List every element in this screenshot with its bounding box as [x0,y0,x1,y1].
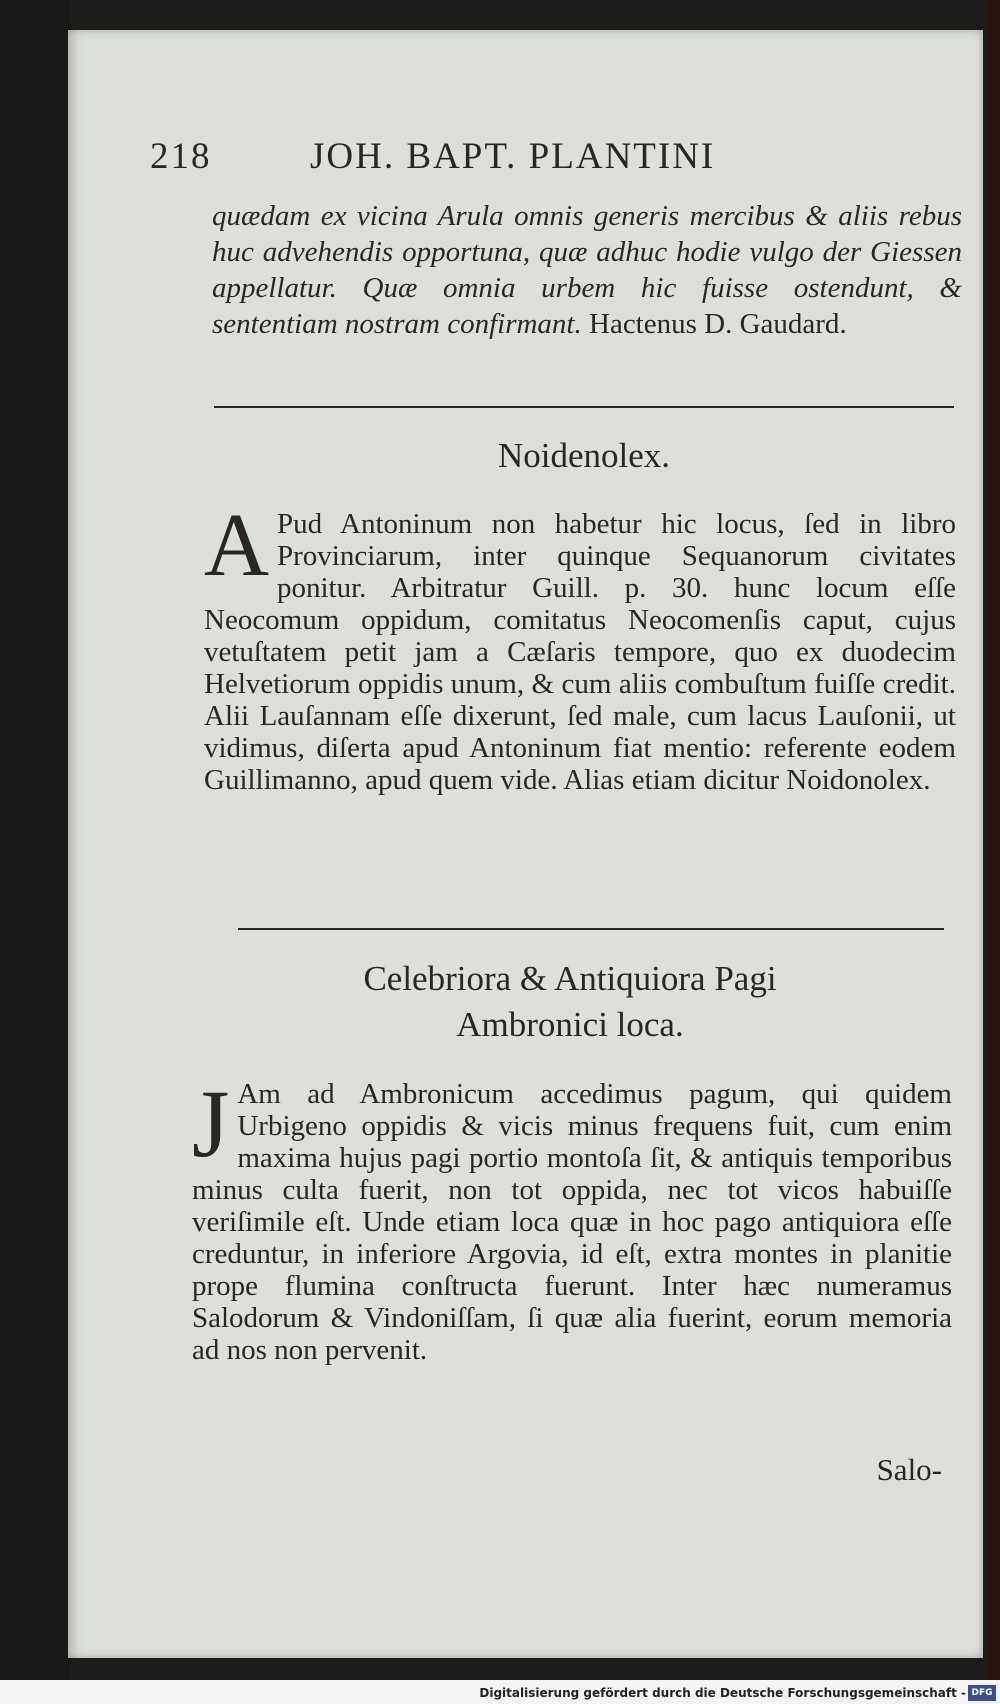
continued-roman-text: Hactenus D. Gaudard. [589,308,847,340]
catchword: Salo- [876,1452,942,1487]
continued-italic-text: quædam ex vicina Arula omnis generis mercibus & aliis rebus huc advehendis opportuna, quæ adhuc hodie vulgo der Giessen appellatur. Quæ omnia urbem hic fuisse ostendunt, & sententiam nostram confirmant. [212,200,962,340]
footer-strip [0,1680,1000,1704]
footer-credit: Digitalisierung gefördert durch die Deutsche Forschungsgemeinschaft - [479,1686,966,1700]
page-number: 218 [150,136,212,177]
section-body-noidenolex [204,496,956,796]
scan-background-left [0,0,70,1680]
section-body-ambronici [192,1070,952,1366]
section-text-noidenolex: Pud Antoninum non habetur hic locus, ſed in libro Provinciarum, inter quinque Sequanorum civitates ponitur. Arbitratur Guill. p. 30. hunc locum eſſe Neocomum oppidum, comitatus Neocomenſis caput, cujus vetuſtatem petit jam a Cæſaris tempore, quo ex duodecim Helvetiorum oppidis unum, & cum aliis combuſtum fuiſſe credit. Alii Lauſannam eſſe dixerunt, ſed male, cum lacus Lauſonii, ut vidimus, diſerta apud Antoninum fiat mentio: referente eodem Guillimanno, apud quem vide. Alias etiam dicitur Noidonolex. [204,508,956,796]
continued-paragraph [212,198,962,342]
section-title-line-1: Celebriora & Antiquiora Pagi [363,959,777,998]
section-title-noidenolex: Noidenolex. [497,436,671,475]
running-title: JOH. BAPT. PLANTINI [310,136,716,177]
dfg-logo-icon: DFG [968,1685,996,1701]
section-divider-2 [238,928,944,930]
section-title-line-2: Ambronici loca. [456,1005,684,1044]
dropcap-a: A [204,496,269,595]
section-divider-1 [214,406,954,408]
section-text-ambronici: Am ad Ambronicum accedimus pagum, qui quidem Urbigeno oppidis & vicis minus frequens fuit, cum enim maxima hujus pagi portio montoſa ſit, & antiquis temporibus minus culta fuerit, non tot oppida, nec tot vicos habuiſſe veriſimile eſt. Unde etiam loca quæ in hoc pago antiquiora eſſe creduntur, in inferiore Argovia, id eſt, extra montes in planitie prope flumina conſtructa fuerunt. Inter hæc numeramus Salodorum & Vindoniſſam, ſi quæ alia fuerint, eorum memoria ad nos non pervenit. [192,1078,952,1366]
section-title-ambronici [200,956,940,1048]
scan-background-right [988,0,1000,1680]
dropcap-j: J [192,1070,230,1177]
